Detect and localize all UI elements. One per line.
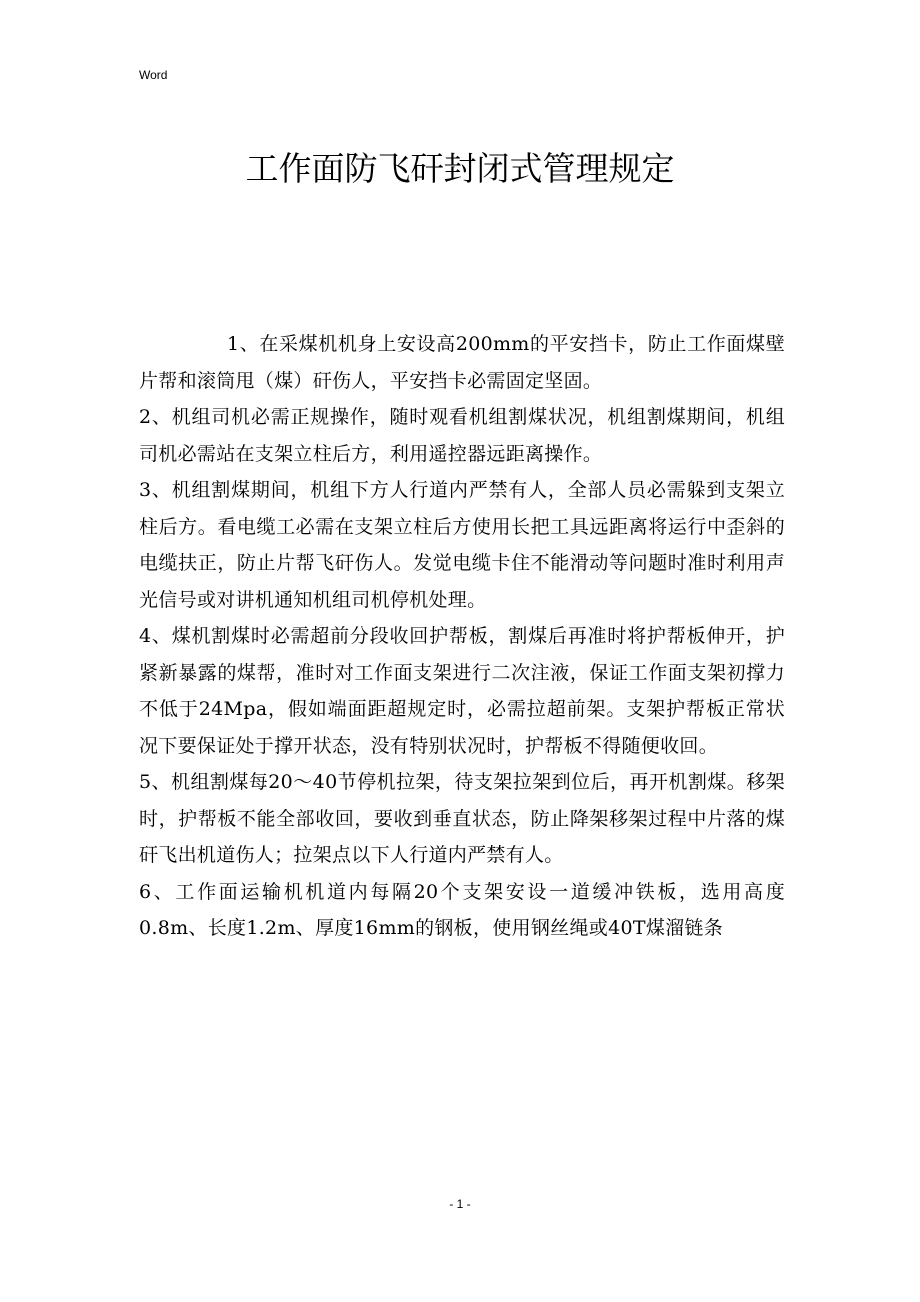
paragraph-5: 5、机组割煤每20～40节停机拉架，待支架拉架到位后，再开机割煤。移架时，护帮板不能全部收回，要收到垂直状态，防止降架移架过程中片落的煤矸飞出机道伤人；拉架点以下人行道内严禁有人。 bbox=[139, 771, 785, 866]
paragraph-4: 4、煤机割煤时必需超前分段收回护帮板，割煤后再准时将护帮板伸开，护紧新暴露的煤帮，准时对工作面支架进行二次注液，保证工作面支架初撑力不低于24Mpa，假如端面距超规定时，必需拉超前架。支架护帮板正常状况下要保证处于撑开状态，没有特别状况时，护帮板不得随便收回。 bbox=[139, 625, 785, 757]
paragraph-1: 1、在采煤机机身上安设高200mm的平安挡卡，防止工作面煤壁片帮和滚筒甩（煤）矸伤人，平安挡卡必需固定坚固。 bbox=[139, 333, 785, 392]
document-body bbox=[139, 326, 785, 947]
document-title: 工作面防飞矸封闭式管理规定 bbox=[245, 149, 675, 188]
page-number: - 1 - bbox=[449, 1197, 471, 1211]
paragraph-6: 6、工作面运输机机道内每隔20个支架安设一道缓冲铁板，选用高度0.8m、长度1.2m、厚度16mm的钢板，使用钢丝绳或40T煤溜链条 bbox=[139, 880, 785, 939]
paragraph-3: 3、机组割煤期间，机组下方人行道内严禁有人，全部人员必需躲到支架立柱后方。看电缆工必需在支架立柱后方使用长把工具远距离将运行中歪斜的电缆扶正，防止片帮飞矸伤人。发觉电缆卡住不能滑动等问题时准时利用声光信号或对讲机通知机组司机停机处理。 bbox=[139, 479, 785, 611]
paragraph-2: 2、机组司机必需正规操作，随时观看机组割煤状况，机组割煤期间，机组司机必需站在支架立柱后方，利用遥控器远距离操作。 bbox=[139, 406, 785, 465]
header-label: Word bbox=[139, 68, 168, 82]
